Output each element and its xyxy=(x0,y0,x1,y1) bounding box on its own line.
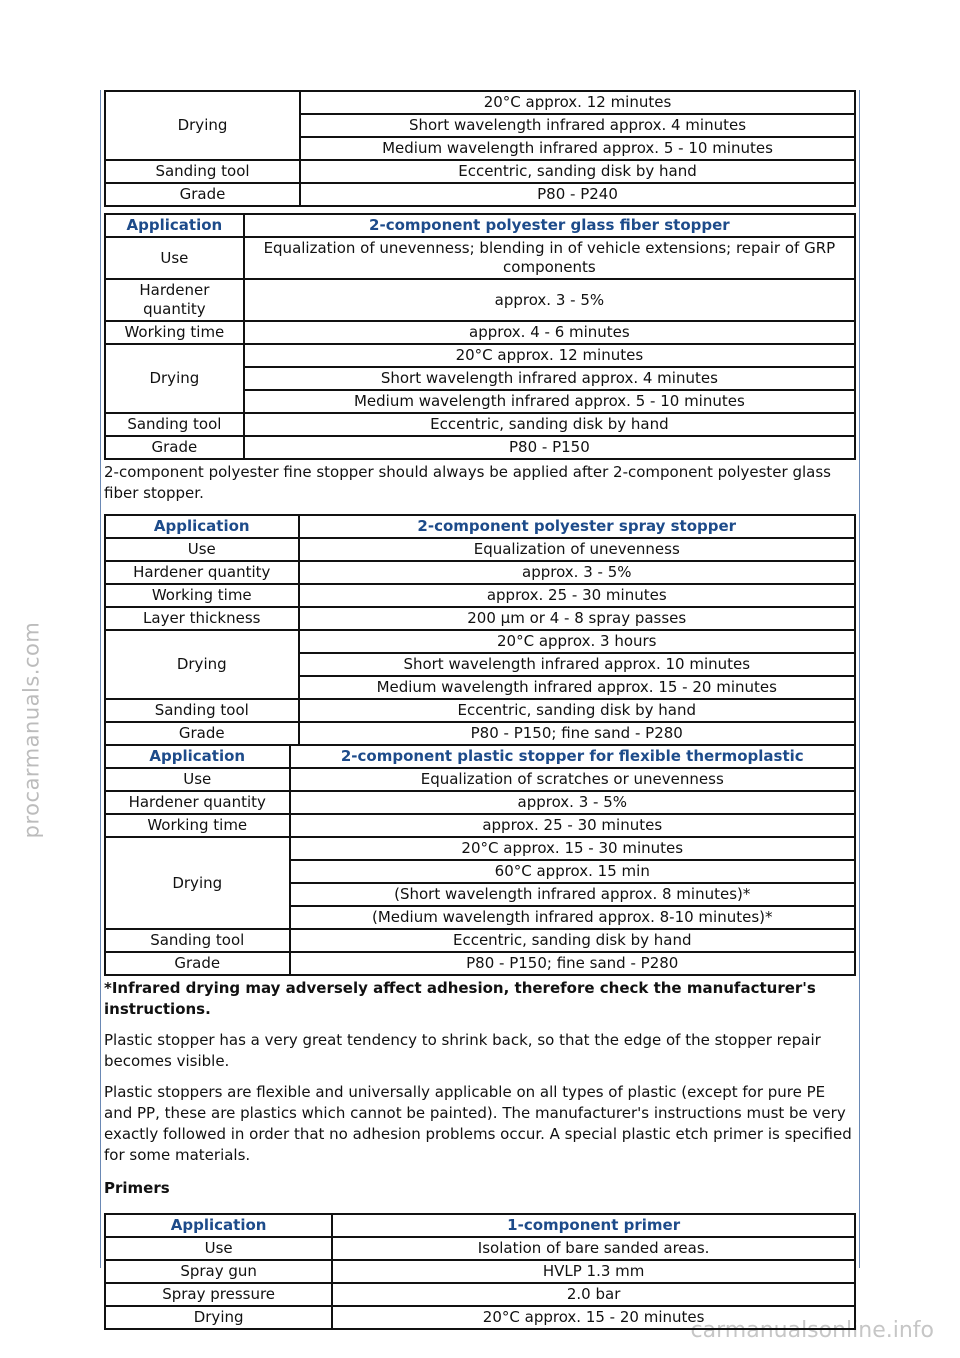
row-value: 2.0 bar xyxy=(332,1283,855,1306)
row-label: Sanding tool xyxy=(105,699,299,722)
row-value: Medium wavelength infrared approx. 15 - 20 minutes xyxy=(299,676,856,699)
bottom-watermark: carmanualsonline.info xyxy=(690,1318,934,1343)
row-label: Sanding tool xyxy=(105,413,244,436)
row-label: Grade xyxy=(105,183,300,206)
header-label: Application xyxy=(105,745,290,768)
glass-fiber-stopper-table xyxy=(104,213,856,460)
row-value: 20°C approx. 15 - 30 minutes xyxy=(290,837,856,860)
row-value: 20°C approx. 3 hours xyxy=(299,630,856,653)
row-value: approx. 4 - 6 minutes xyxy=(244,321,855,344)
row-value: Isolation of bare sanded areas. xyxy=(332,1237,855,1260)
row-label: Grade xyxy=(105,952,290,975)
header-label: Application xyxy=(105,214,244,237)
row-value: Eccentric, sanding disk by hand xyxy=(244,413,855,436)
table-row xyxy=(105,183,855,206)
row-value: Medium wavelength infrared approx. 5 - 10 minutes xyxy=(244,390,855,413)
row-label: Working time xyxy=(105,814,290,837)
row-label: Use xyxy=(105,538,299,561)
primer-table xyxy=(104,1213,856,1330)
row-label: Grade xyxy=(105,722,299,745)
table-row xyxy=(105,814,855,837)
flexible-paragraph: Plastic stoppers are flexible and universally applicable on all types of plastic (except for pure PE and PP, these are plastics which cannot be painted). The manufacturer's instructions must be very exactly followed in order that no adhesion problems occur. A special plastic etch primer is specified for some materials. xyxy=(104,1083,852,1164)
row-value: (Medium wavelength infrared approx. 8-10 minutes)* xyxy=(290,906,856,929)
row-value: approx. 25 - 30 minutes xyxy=(299,584,856,607)
table-row xyxy=(105,279,855,321)
row-value: (Short wavelength infrared approx. 8 minutes)* xyxy=(290,883,856,906)
table-row xyxy=(105,160,855,183)
row-value: Eccentric, sanding disk by hand xyxy=(299,699,856,722)
spray-stopper-table xyxy=(104,514,856,746)
row-value: P80 - P150; fine sand - P280 xyxy=(299,722,856,745)
table-row xyxy=(105,607,855,630)
row-value: approx. 3 - 5% xyxy=(290,791,856,814)
row-value: Medium wavelength infrared approx. 5 - 10 minutes xyxy=(300,137,855,160)
document-content xyxy=(104,90,856,1330)
header-title: 2-component polyester glass fiber stopper xyxy=(244,214,855,237)
infrared-warning: *Infrared drying may adversely affect adhesion, therefore check the manufacturer's instructions. xyxy=(104,979,816,1018)
table-row xyxy=(105,1283,855,1306)
table-header-row xyxy=(105,214,855,237)
table-row xyxy=(105,952,855,975)
row-value: approx. 25 - 30 minutes xyxy=(290,814,856,837)
row-label: Drying xyxy=(105,344,244,413)
row-label: Spray pressure xyxy=(105,1283,332,1306)
table-row xyxy=(105,722,855,745)
shrink-paragraph: Plastic stopper has a very great tendency to shrink back, so that the edge of the stopper repair becomes visible. xyxy=(104,1031,821,1070)
row-value: 20°C approx. 12 minutes xyxy=(300,91,855,114)
table-row xyxy=(105,1237,855,1260)
row-value: P80 - P150 xyxy=(244,436,855,459)
row-label: Layer thickness xyxy=(105,607,299,630)
top-fragment-table xyxy=(104,90,856,207)
header-title: 2-component polyester spray stopper xyxy=(299,515,856,538)
table-row xyxy=(105,237,855,279)
table-row xyxy=(105,791,855,814)
fine-stopper-note: 2-component polyester fine stopper should always be applied after 2-component polyester glass fiber stopper. xyxy=(104,463,831,502)
row-value: 20°C approx. 12 minutes xyxy=(244,344,855,367)
row-value: Equalization of scratches or unevenness xyxy=(290,768,856,791)
row-label: Drying xyxy=(105,91,300,160)
table-row xyxy=(105,413,855,436)
row-value: Short wavelength infrared approx. 4 minutes xyxy=(300,114,855,137)
table-row xyxy=(105,344,855,367)
row-label: Hardener quantity xyxy=(105,561,299,584)
row-value: 20°C approx. 15 - 20 minutes xyxy=(332,1306,855,1329)
row-value: Short wavelength infrared approx. 10 minutes xyxy=(299,653,856,676)
side-watermark-text: procarmanuals.com xyxy=(19,621,43,839)
row-label: Working time xyxy=(105,584,299,607)
row-label: Drying xyxy=(105,630,299,699)
table-row xyxy=(105,1306,855,1329)
row-value: Eccentric, sanding disk by hand xyxy=(290,929,856,952)
header-title: 2-component plastic stopper for flexible thermoplastic xyxy=(290,745,856,768)
primers-heading: Primers xyxy=(104,1179,170,1197)
header-label: Application xyxy=(105,515,299,538)
row-label: Use xyxy=(105,768,290,791)
header-label: Application xyxy=(105,1214,332,1237)
row-value: Eccentric, sanding disk by hand xyxy=(300,160,855,183)
row-label: Grade xyxy=(105,436,244,459)
row-value: approx. 3 - 5% xyxy=(244,279,855,321)
row-label: Use xyxy=(105,1237,332,1260)
table-row xyxy=(105,929,855,952)
table-row xyxy=(105,584,855,607)
row-label: Hardener quantity xyxy=(105,791,290,814)
table-row xyxy=(105,837,855,860)
table-header-row xyxy=(105,1214,855,1237)
row-label: Spray gun xyxy=(105,1260,332,1283)
table-row xyxy=(105,436,855,459)
row-label: Hardener quantity xyxy=(105,279,244,321)
row-value: 60°C approx. 15 min xyxy=(290,860,856,883)
row-value: Equalization of unevenness; blending in of vehicle extensions; repair of GRP components xyxy=(244,237,855,279)
page-border-right xyxy=(859,90,860,1268)
row-value: Short wavelength infrared approx. 4 minutes xyxy=(244,367,855,390)
row-value: HVLP 1.3 mm xyxy=(332,1260,855,1283)
row-label: Drying xyxy=(105,1306,332,1329)
row-value: 200 µm or 4 - 8 spray passes xyxy=(299,607,856,630)
header-title: 1-component primer xyxy=(332,1214,855,1237)
table-header-row xyxy=(105,745,855,768)
table-row xyxy=(105,699,855,722)
page-border-left xyxy=(100,90,101,1268)
table-row xyxy=(105,561,855,584)
table-row xyxy=(105,1260,855,1283)
plastic-stopper-table xyxy=(104,744,856,976)
table-row xyxy=(105,538,855,561)
row-label: Working time xyxy=(105,321,244,344)
row-value: Equalization of unevenness xyxy=(299,538,856,561)
row-label: Drying xyxy=(105,837,290,929)
side-watermark xyxy=(14,560,48,900)
table-row xyxy=(105,91,855,114)
row-label: Sanding tool xyxy=(105,929,290,952)
row-label: Sanding tool xyxy=(105,160,300,183)
table-row xyxy=(105,768,855,791)
row-value: P80 - P150; fine sand - P280 xyxy=(290,952,856,975)
row-label: Use xyxy=(105,237,244,279)
table-header-row xyxy=(105,515,855,538)
row-value: P80 - P240 xyxy=(300,183,855,206)
table-row xyxy=(105,321,855,344)
row-value: approx. 3 - 5% xyxy=(299,561,856,584)
table-row xyxy=(105,630,855,653)
